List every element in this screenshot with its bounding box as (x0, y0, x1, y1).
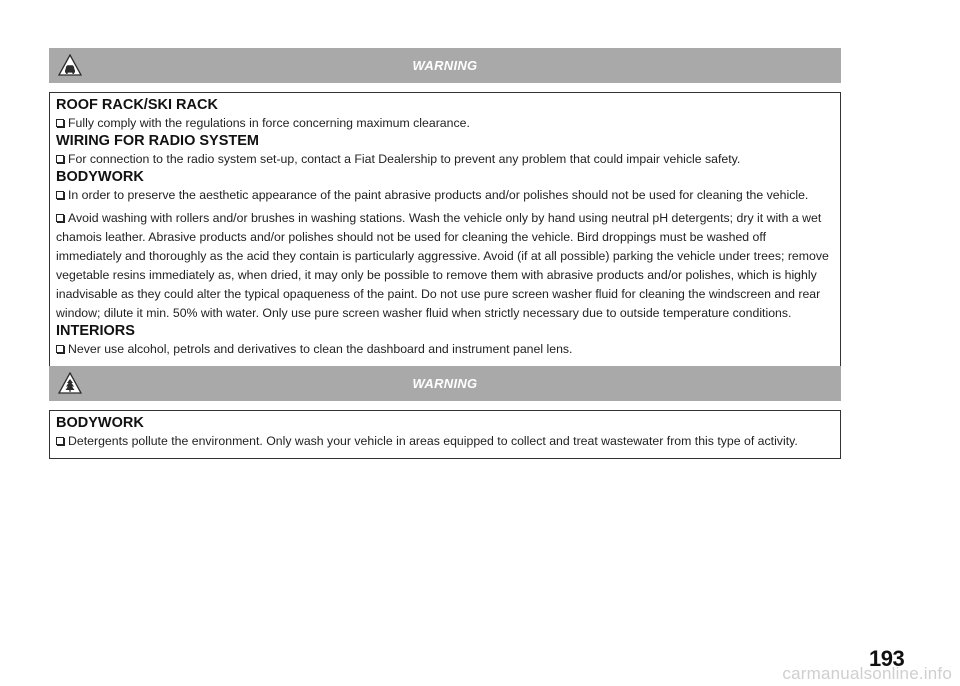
bullet-checkbox-icon (56, 119, 64, 127)
bullet-item: Avoid washing with rollers and/or brushes in washing stations. Wash the vehicle only by hand using neutral pH detergents; dry it with a wet chamois leather. Abrasive products and/or polishes should not be used for cleaning the vehicle. Bird droppings must be washed off immediately and thoroughly as the acid they contain is particularly aggressive. Avoid (if at all possible) parking the vehicle under trees; remove vegetable resins immediately as, when dried, it may only be possible to remove them with abrasive products and/or polishes, which is highly inadvisable as they could alter the typical opaqueness of the paint. Do not use pure screen washer fluid for cleaning the windscreen and rear window; dilute it min. 50% with water. Only use pure screen washer fluid when strictly necessary due to outside temperature conditions. (56, 211, 829, 320)
bullet-checkbox-icon (56, 191, 64, 199)
page-number: 193 (869, 646, 905, 671)
bullet-checkbox-icon (56, 345, 64, 353)
warning-content (49, 92, 841, 367)
bullet-item: In order to preserve the aesthetic appearance of the paint abrasive products and/or polishes should not be used for cleaning the vehicle. (56, 186, 834, 205)
warning-box-environment (49, 366, 841, 459)
warning-box-vehicle (49, 48, 841, 367)
bullet-item: Fully comply with the regulations in force concerning maximum clearance. (56, 114, 834, 133)
bullet-checkbox-icon (56, 155, 64, 163)
warning-band (49, 48, 841, 83)
warning-title: WARNING (412, 376, 478, 391)
bullet-checkbox-icon (56, 437, 64, 445)
watermark: carmanualsonline.info (782, 664, 952, 683)
warning-band (49, 366, 841, 401)
section-heading-bodywork: BODYWORK (56, 169, 144, 185)
section-heading-wiring: WIRING FOR RADIO SYSTEM (56, 133, 259, 149)
bullet-item: For connection to the radio system set-up, contact a Fiat Dealership to prevent any problem that could impair vehicle safety. (56, 150, 834, 169)
section-heading-interiors: INTERIORS (56, 323, 135, 339)
bullet-item: Never use alcohol, petrols and derivatives to clean the dashboard and instrument panel lens. (56, 340, 834, 359)
section-heading-bodywork: BODYWORK (56, 415, 144, 431)
bullet-item: Detergents pollute the environment. Only wash your vehicle in areas equipped to collect and treat wastewater from this type of activity. (56, 432, 834, 451)
section-heading-roof-rack: ROOF RACK/SKI RACK (56, 97, 218, 113)
warning-title: WARNING (412, 58, 478, 73)
bullet-checkbox-icon (56, 214, 64, 222)
warning-content (49, 410, 841, 459)
